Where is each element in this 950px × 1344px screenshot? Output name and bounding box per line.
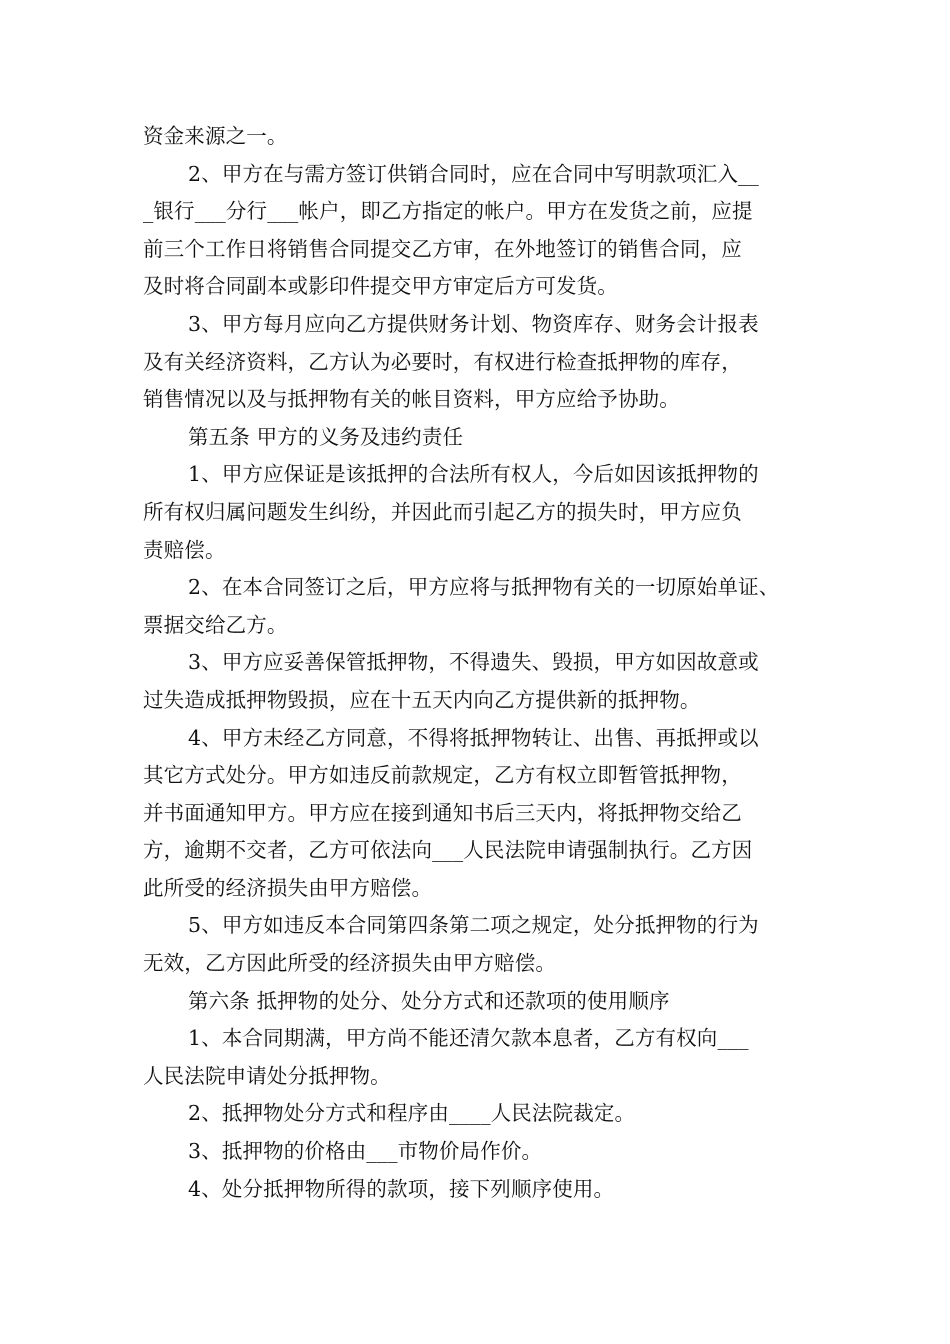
text-line: 2、甲方在与需方签订供销合同时，应在合同中写明款项汇入__ [188,161,759,186]
text-line: 2、抵押物处分方式和程序由____人民法院裁定。 [188,1101,636,1126]
text-line: _银行___分行___帐户，即乙方指定的帐户。甲方在发货之前，应提 [143,199,753,224]
text-line: 过失造成抵押物毁损，应在十五天内向乙方提供新的抵押物。 [143,687,701,712]
text-line: 方，逾期不交者，乙方可依法向___人民法院申请强制执行。乙方因 [143,838,753,863]
section-heading: 第五条 甲方的义务及违约责任 [188,424,464,449]
text-line: 票据交给乙方。 [143,612,288,637]
text-line: 责赔偿。 [143,537,226,562]
document-body [143,118,827,1208]
text-line: 资金来源之一。 [143,124,288,148]
text-line: 及时将合同副本或影印件提交甲方审定后方可发货。 [143,274,618,299]
text-line: 人民法院申请处分抵押物。 [143,1063,391,1088]
text-line: 其它方式处分。甲方如违反前款规定，乙方有权立即暂管抵押物， [143,763,742,788]
text-line: 此所受的经济损失由甲方赔偿。 [143,875,433,900]
text-line: 3、抵押物的价格由___市物价局作价。 [188,1139,543,1164]
text-line: 销售情况以及与抵押物有关的帐目资料，甲方应给予协助。 [143,387,680,412]
section-heading: 第六条 抵押物的处分、处分方式和还款项的使用顺序 [188,988,670,1013]
text-line: 2、在本合同签订之后，甲方应将与抵押物有关的一切原始单证、 [188,575,780,600]
text-line: 4、甲方未经乙方同意，不得将抵押物转让、出售、再抵押或以 [188,725,759,750]
text-line: 3、甲方应妥善保管抵押物，不得遗失、毁损，甲方如因故意或 [188,650,759,675]
text-line: 4、处分抵押物所得的款项，接下列顺序使用。 [188,1176,615,1201]
text-line: 并书面通知甲方。甲方应在接到通知书后三天内，将抵押物交给乙 [143,800,742,825]
text-line: 1、甲方应保证是该抵押的合法所有权人，今后如因该抵押物的 [188,462,759,487]
text-line: 所有权归属问题发生纠纷，并因此而引起乙方的损失时，甲方应负 [143,499,742,524]
text-line: 及有关经济资料，乙方认为必要时，有权进行检查抵押物的库存， [143,349,742,374]
text-line: 无效，乙方因此所受的经济损失由甲方赔偿。 [143,951,556,976]
text-line: 5、甲方如违反本合同第四条第二项之规定，处分抵押物的行为 [188,913,759,938]
text-line: 3、甲方每月应向乙方提供财务计划、物资库存、财务会计报表 [188,311,759,336]
text-line: 前三个工作日将销售合同提交乙方审，在外地签订的销售合同，应 [143,236,742,261]
text-line: 1、本合同期满，甲方尚不能还清欠款本息者，乙方有权向___ [188,1026,749,1051]
